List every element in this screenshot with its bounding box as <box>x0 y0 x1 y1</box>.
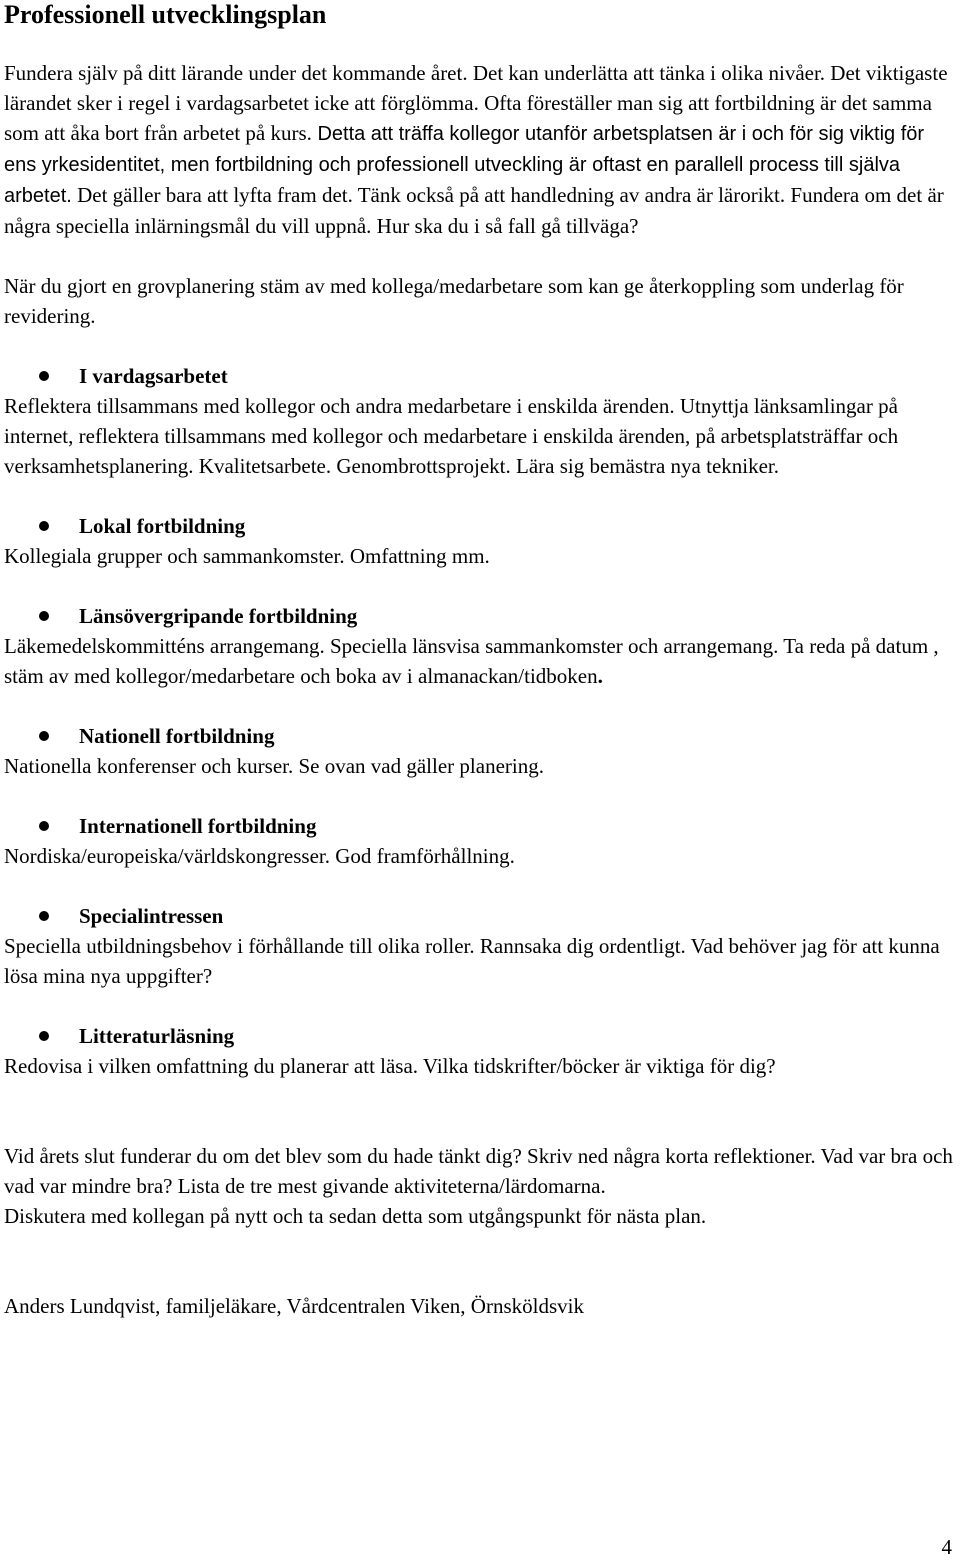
bullet-icon <box>39 731 49 741</box>
section-text: Speciella utbildningsbehov i förhållande till olika roller. Rannsaka dig ordentligt. Vad behöver jag för att kunna lösa mina nya uppgifter? <box>4 934 940 988</box>
section-heading <box>4 901 956 931</box>
bullet-icon <box>39 911 49 921</box>
section-text: Läkemedelskommitténs arrangemang. Speciella länsvisa sammankomster och arrangemang. Ta reda på datum , stäm av med kollegor/medarbetare och boka av i almanackan/tidboken <box>4 634 939 688</box>
section-text: Nationella konferenser och kurser. Se ovan vad gäller planering. <box>4 754 544 778</box>
section-heading <box>4 721 956 751</box>
section-vardagsarbetet <box>4 361 956 481</box>
author-signature: Anders Lundqvist, familjeläkare, Vårdcentralen Viken, Örnsköldsvik <box>4 1294 584 1318</box>
section-lokal-fortbildning <box>4 511 956 571</box>
intro-tail-text: Det gäller bara att lyfta fram det. Tänk också på att handledning av andra är lärorikt. Fundera om det är några speciella inlärningsmål du vill uppnå. Hur ska du i så fall gå tillväga? <box>4 183 944 238</box>
intro-paragraph <box>4 58 956 241</box>
bullet-icon <box>39 1031 49 1041</box>
page-number: 4 <box>941 1535 952 1559</box>
section-heading <box>4 1021 956 1051</box>
section-text: Redovisa i vilken omfattning du planerar att läsa. Vilka tidskrifter/böcker är viktiga för dig? <box>4 1054 776 1078</box>
bullet-icon <box>39 821 49 831</box>
bullet-icon <box>39 521 49 531</box>
section-nationell-fortbildning <box>4 721 956 781</box>
closing-paragraph-2: Diskutera med kollegan på nytt och ta sedan detta som utgångspunkt för nästa plan. <box>4 1204 707 1228</box>
planning-paragraph: När du gjort en grovplanering stäm av med kollega/medarbetare som kan ge återkoppling som underlag för revidering. <box>4 274 904 328</box>
section-heading-text: I vardagsarbetet <box>79 364 228 388</box>
section-heading-text: Specialintressen <box>79 904 224 928</box>
section-text-container <box>4 631 956 691</box>
section-heading-text: Nationell fortbildning <box>79 724 275 748</box>
section-text: Kollegiala grupper och sammankomster. Omfattning mm. <box>4 544 490 568</box>
document-title: Professionell utvecklingsplan <box>4 0 327 29</box>
section-text: Nordiska/europeiska/världskongresser. God framförhållning. <box>4 844 515 868</box>
section-specialintressen <box>4 901 956 991</box>
closing-paragraph: Vid årets slut funderar du om det blev som du hade tänkt dig? Skriv ned några korta reflektioner. Vad var bra och vad var mindre bra? Lista de tre mest givande aktiviteterna/lärdomarna. <box>4 1144 953 1198</box>
section-heading-text: Lokal fortbildning <box>79 514 246 538</box>
section-internationell-fortbildning <box>4 811 956 871</box>
section-litteraturlasning <box>4 1021 956 1081</box>
intro-serif-text: Fundera själv på ditt lärande under det kommande året. Det kan underlätta att tänka i olika nivåer. Det viktigaste lärandet sker i regel i vardagsarbetet icke att förglömma. Ofta föreställer man sig att fortbildning är det samma som att åka bort från arbetet på kurs. <box>4 61 948 145</box>
section-heading <box>4 361 956 391</box>
section-heading-text: Länsövergripande fortbildning <box>79 604 358 628</box>
section-heading <box>4 811 956 841</box>
intro-sans-text: Detta att träffa kollegor utanför arbetsplatsen är i och för sig viktig för ens yrkesidentitet, men fortbildning och professionell utveckling är oftast en parallell process till själva arbetet. <box>4 123 925 207</box>
section-text: Reflektera tillsammans med kollegor och andra medarbetare i enskilda ärenden. Utnyttja länksamlingar på internet, reflektera tillsammans med kollegor och medarbetare i enskilda ärenden, på arbetsplatsträffar och verksamhetsplanering. Kvalitetsarbete. Genombrottsprojekt. Lära sig bemästra nya tekniker. <box>4 394 899 478</box>
section-heading <box>4 601 956 631</box>
section-lansovergripande-fortbildning <box>4 601 956 691</box>
document-page <box>4 0 956 1321</box>
section-heading-text: Litteraturläsning <box>79 1024 235 1048</box>
bullet-icon <box>39 611 49 621</box>
section-heading <box>4 511 956 541</box>
section-text-bold-end: . <box>597 664 603 688</box>
section-heading-text: Internationell fortbildning <box>79 814 317 838</box>
bullet-icon <box>39 371 49 381</box>
